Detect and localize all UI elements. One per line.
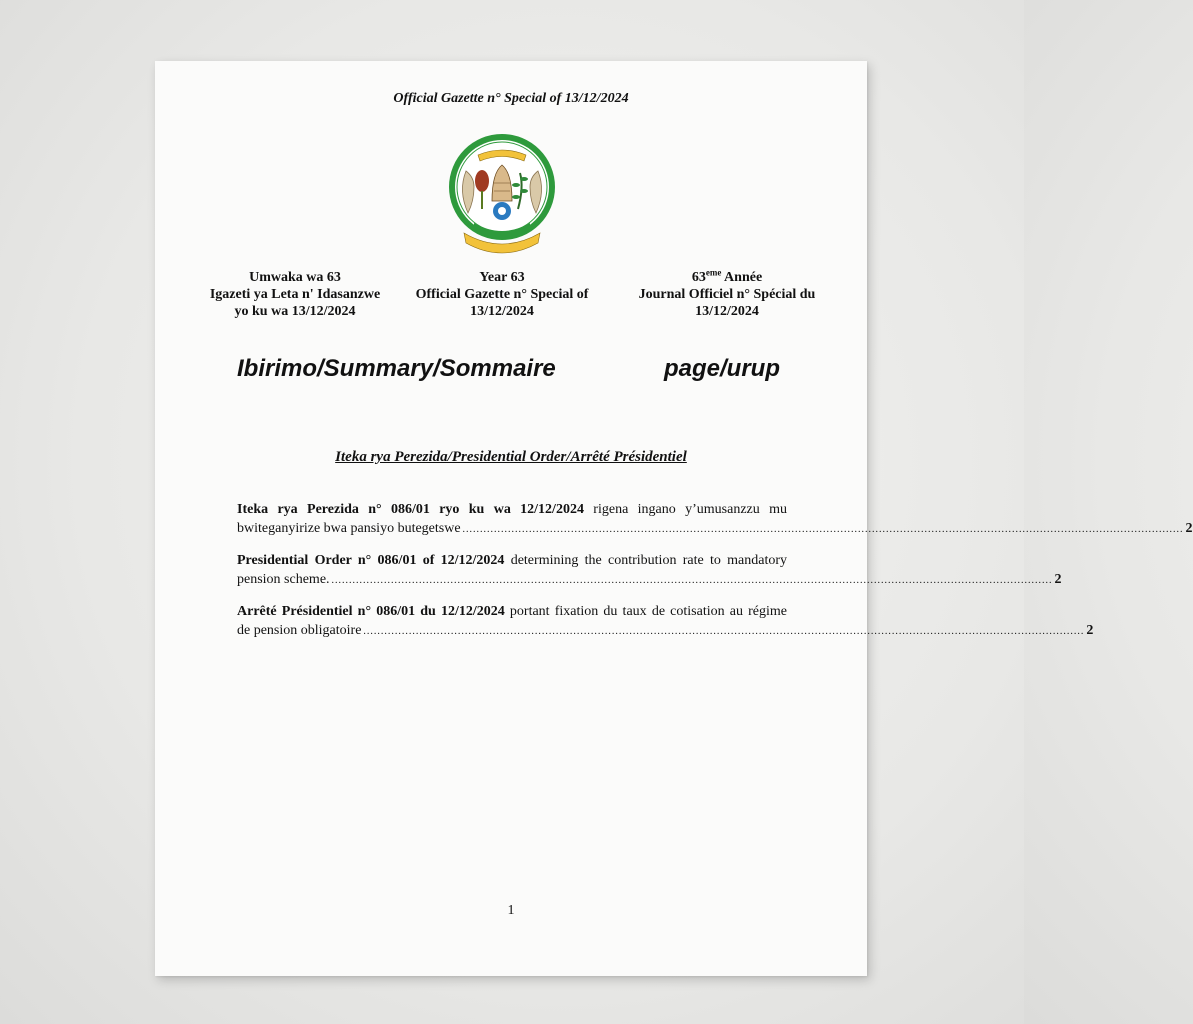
year-label-rw: Umwaka wa 63 xyxy=(249,270,341,285)
toc-entry-text: determining the contribution rate to mandatory xyxy=(504,553,787,568)
toc-entry-text-cont: bwiteganyirize bwa pansiyo butegetswe xyxy=(237,521,461,536)
toc-entry-title: Arrêté Présidentiel n° 086/01 du 12/12/2024 xyxy=(237,604,505,619)
dot-leader: .............................................................................................................................................................................................................. xyxy=(462,524,1184,535)
year-label-en: Year 63 xyxy=(479,270,525,285)
footer-page-number: 1 xyxy=(507,903,515,918)
toc-entry-text: rigena ingano y’umusanzzu mu xyxy=(583,502,787,517)
page-column-label: page/urup xyxy=(664,355,781,382)
section-heading: Iteka rya Perezida/Presidential Order/Arrêté Présidentiel xyxy=(335,449,687,465)
toc-entry-text: portant fixation du taux de cotisation au régime xyxy=(504,604,787,619)
gazette-date-en: 13/12/2024 xyxy=(470,304,534,319)
header-column-english xyxy=(405,269,599,320)
toc-page-number: 2 xyxy=(1185,521,1193,536)
toc-page-number: 2 xyxy=(1054,572,1062,587)
gazette-title-rw: Igazeti ya Leta n' Idasanzwe xyxy=(209,287,381,302)
gazette-title-fr: Journal Officiel n° Spécial du xyxy=(638,287,816,302)
dot-leader: .............................................................................................................................................................................................................. xyxy=(331,575,1053,586)
header-column-french xyxy=(625,269,829,320)
dot-leader: .............................................................................................................................................................................................................. xyxy=(363,626,1085,637)
toc-entry-text-cont: de pension obligatoire xyxy=(237,623,362,638)
toc-entry-english[interactable] xyxy=(237,551,1062,590)
toc-entry-text-cont: pension scheme. xyxy=(237,572,330,587)
gazette-title-en: Official Gazette n° Special of xyxy=(415,287,589,302)
toc-entry-title: Iteka rya Perezida n° 086/01 ryo ku wa 12/12/2024 xyxy=(237,502,584,517)
year-label-fr: 63eme Année xyxy=(691,267,763,285)
toc-entry-kinyarwanda[interactable] xyxy=(237,500,1193,539)
summary-title: Ibirimo/Summary/Sommaire xyxy=(237,355,556,382)
toc-page-number: 2 xyxy=(1086,623,1094,638)
gazette-header: Official Gazette n° Special of 13/12/2024 xyxy=(393,91,629,106)
gazette-date-rw: yo ku wa 13/12/2024 xyxy=(234,304,356,319)
gazette-page xyxy=(155,61,1193,976)
gazette-date-fr: 13/12/2024 xyxy=(695,304,759,319)
toc-entry-french[interactable] xyxy=(237,602,1094,641)
header-column-kinyarwanda xyxy=(195,269,395,320)
toc-entry-title: Presidential Order n° 086/01 of 12/12/2024 xyxy=(237,553,505,568)
rwanda-coat-of-arms-icon xyxy=(444,131,560,255)
